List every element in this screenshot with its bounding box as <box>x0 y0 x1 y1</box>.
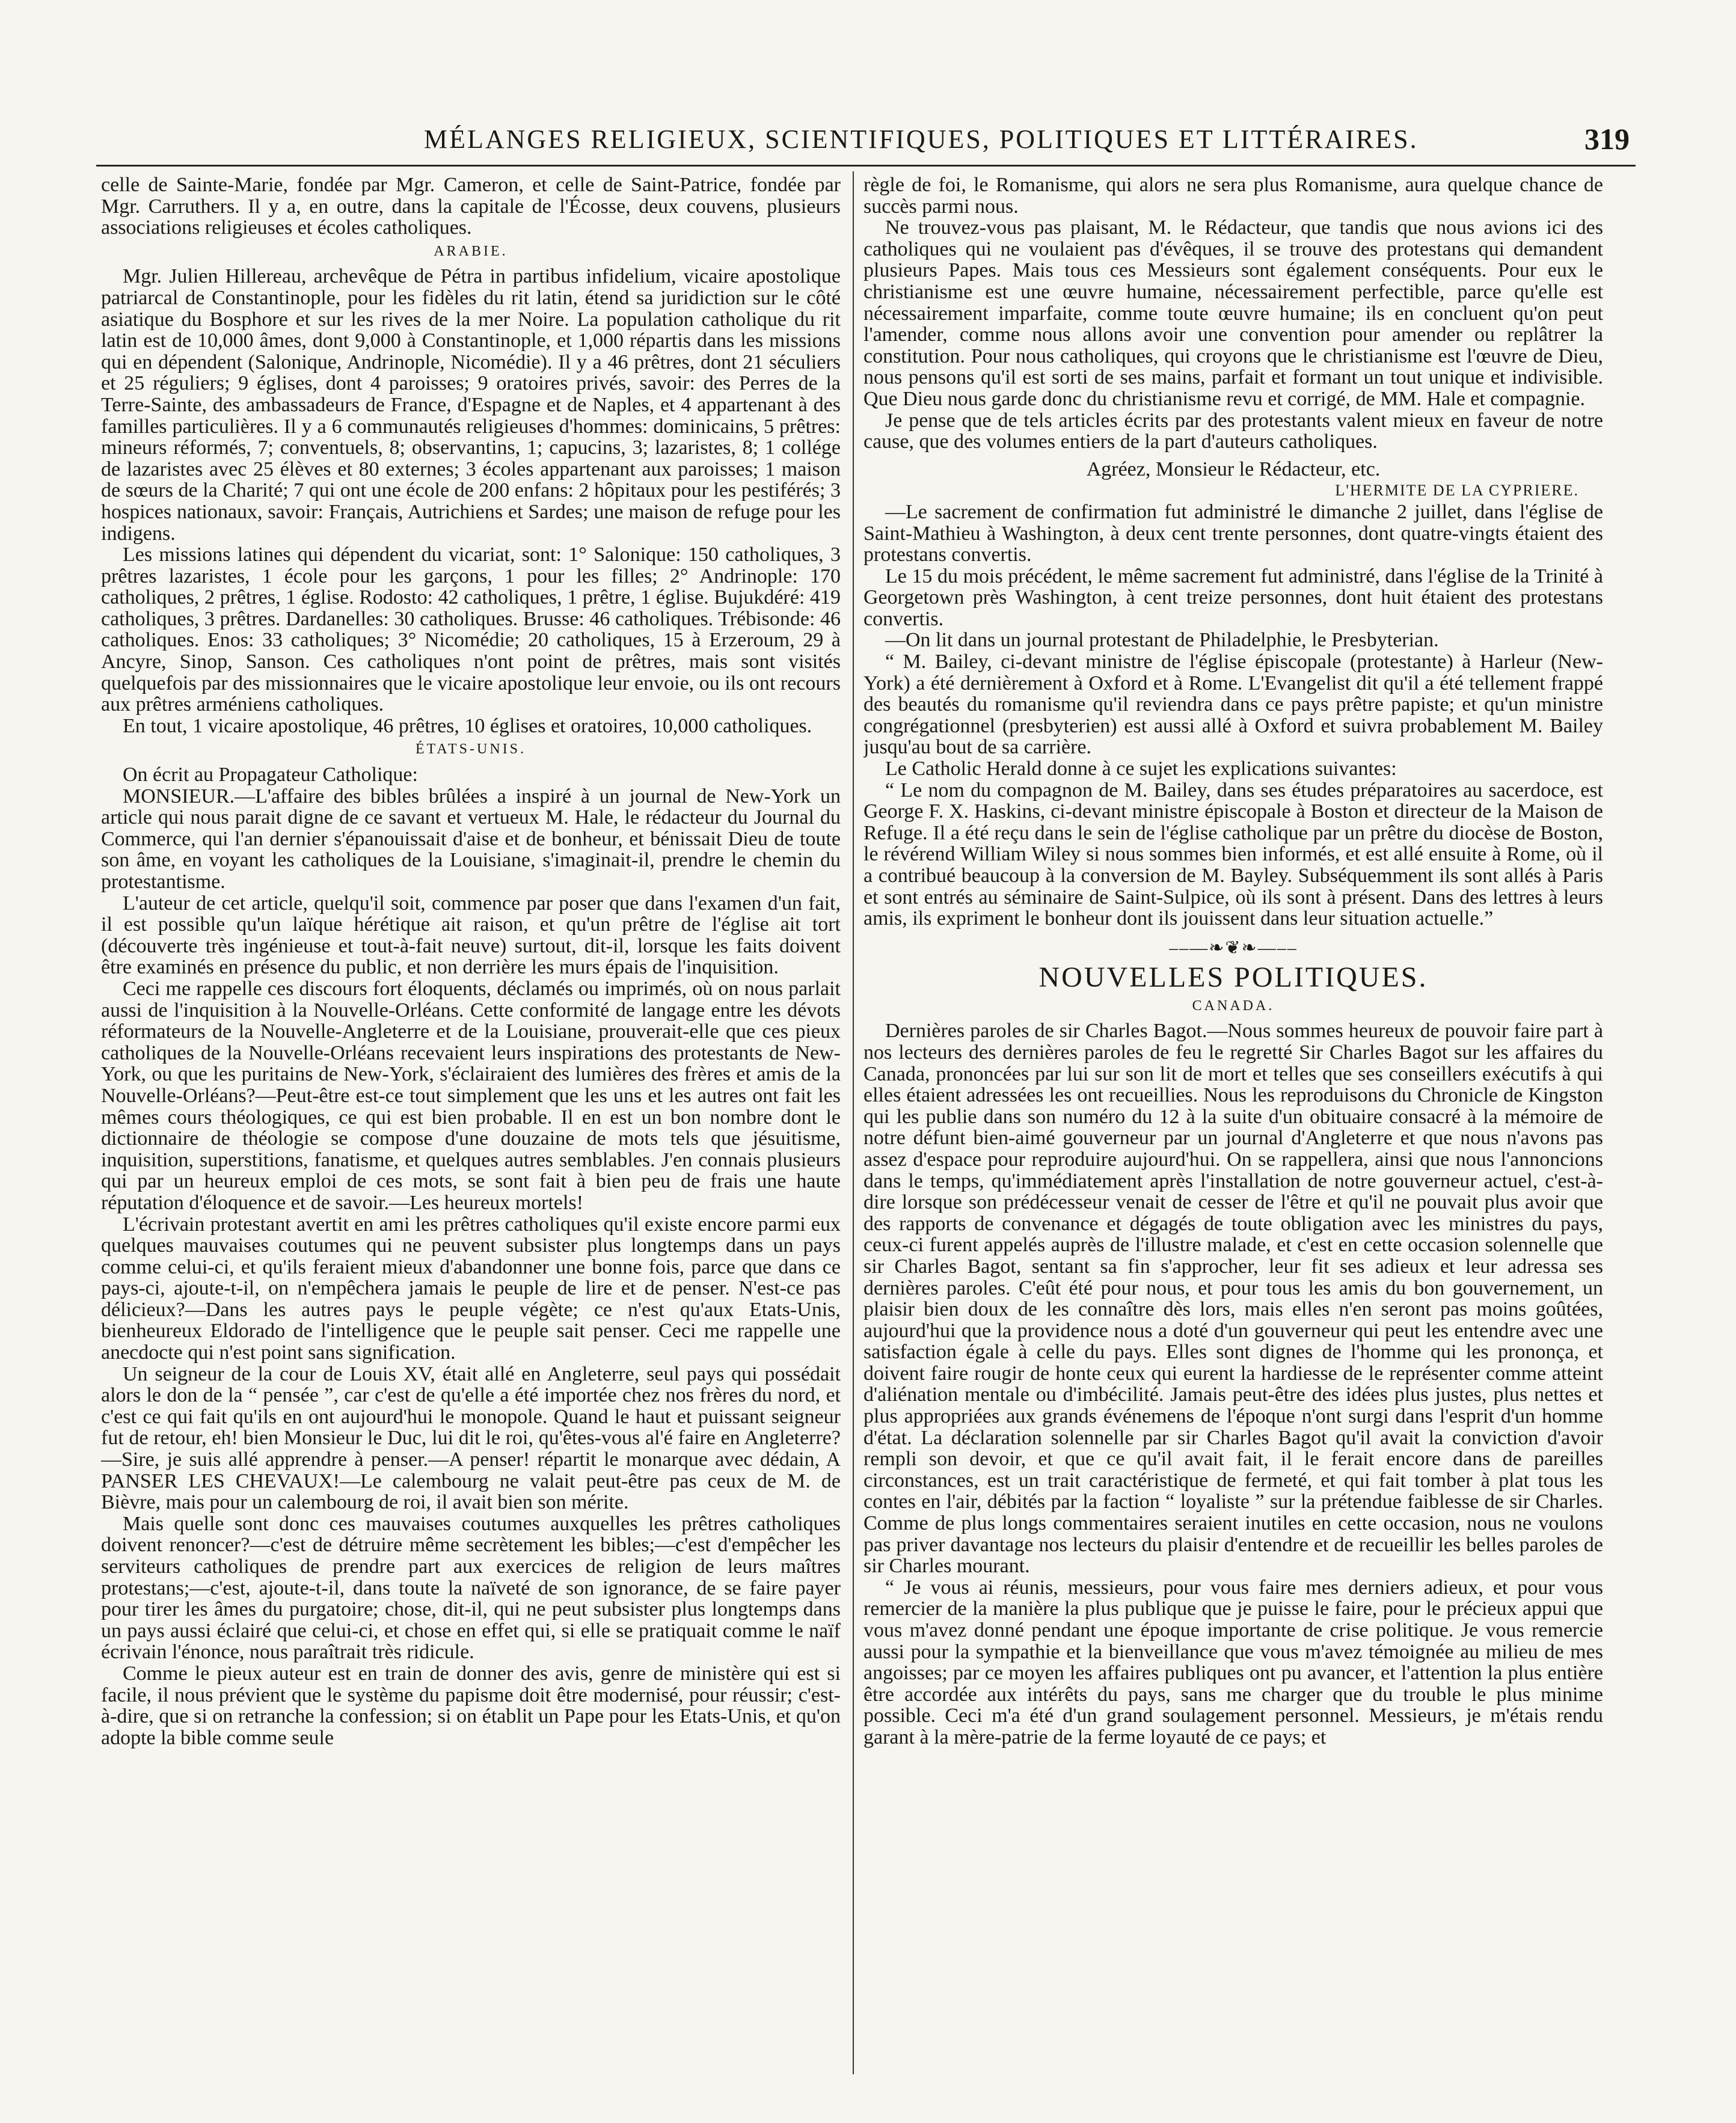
us-paragraph-7: Comme le pieux auteur est en train de donner des avis, genre de ministère qui est si facile, il nous prévient que le système du papisme doit être modernisé, pour réussir; c'est-à-dire, que si on retranche la confession; si on établit un Pape pour les Etats-Unis, et qu'on adopte la bible comme seule <box>101 1662 841 1749</box>
arabie-paragraph-3: En tout, 1 vicaire apostolique, 46 prêtres, 10 églises et oratoires, 10,000 catholiques. <box>123 714 812 737</box>
page-header <box>0 120 1736 162</box>
header-rule <box>96 165 1636 167</box>
right-column <box>863 174 1603 2074</box>
intro-paragraph: celle de Sainte-Marie, fondée par Mgr. Cameron, et celle de Saint-Patrice, fondée par Mgr. Carruthers. Il y a, en outre, dans la capitale de l'Écosse, deux couvens, plusieurs associations religieuses et écoles catholiques. <box>101 174 841 239</box>
canada-paragraph-1: Dernières paroles de sir Charles Bagot.—Nous sommes heureux de pouvoir faire part à nos lecteurs des dernières paroles de feu le regretté Sir Charles Bagot sur les affaires du Canada, prononcées par lui sur son lit de mort et telles que ses conseillers exécutifs à qui elles étaient adressées les ont recueillies. Nous les reproduisons du Chronicle de Kingston qui les publie dans son numéro du 12 à la suite d'un obituaire consacré à la mémoire de notre défunt bien-aimé gouverneur par un journal d'Angleterre et que nous n'avons pas assez d'espace pour reproduire aujourd'hui. On se rappellera, ainsi que nous l'annoncions dans le temps, qu'immédiatement après l'installation de notre gouverneur actuel, c'est-à-dire lorsque son prédécesseur venait de cesser de l'être et qu'il ne pouvait plus avoir que des rapports de convenance et dégagés de toute obligation avec les ministres du pays, ceux-ci furent appelés auprès de l'illustre malade, et c'est en cette occasion solennelle que sir Charles Bagot, sentant sa fin s'approcher, leur fit ses adieux et leur adressa ses dernières paroles. C'eût été pour nous, et pour tous les amis du bon gouvernement, un plaisir bien doux de les connaître dès lors, mais elles n'en seront pas moins goûtées, aujourd'hui que la providence nous a doté d'un gouverneur qui peut les entendre avec une satisfaction égale à celle du pays. Elles sont dignes de l'homme qui les prononça, et doivent faire rougir de honte ceux qui eurent la hardiesse de le représenter comme atteint d'aliénation mentale ou d'imbécilité. Jamais peut-être des idées plus justes, plus nettes et plus appropriées aux grands événemens de l'époque n'ont surgi dans l'esprit d'un homme d'état. La déclaration solennelle par sir Charles Bagot qu'il avait la conviction d'avoir rempli son devoir, et que ce qu'il avait fait, il le ferait encore dans de pareilles circonstances, est un trait caractéristique de fermeté, et qui fait tomber à plat tous les contes en l'air, débités par la faction “ loyaliste ” sur la prétendue faiblesse de sir Charles. Comme de plus longs commentaires seraient inutiles en cette occasion, nous ne voulons pas priver davantage nos lecteurs du plaisir d'entendre et de recueillir les belles paroles de sir Charles mourant. <box>863 1020 1603 1578</box>
heading-etats-unis: ÉTATS-UNIS. <box>415 741 527 758</box>
us-paragraph-1: MONSIEUR.—L'affaire des bibles brûlées a inspiré à un journal de New-York un article qui nous parait digne de ce savant et vertueux M. Hale, le rédacteur du Journal du Commerce, qui l'an dernier s'épanouissait d'aise et de bonheur, et bénissait Dieu de toute son âme, en voyant les catholiques de la Louisiane, s'imaginait-il, prendre le chemin du protestantisme. <box>101 785 841 893</box>
continuation-paragraph-1: règle de foi, le Romanisme, qui alors ne sera plus Romanisme, aura quelque chance de succès parmi nous. <box>863 174 1603 218</box>
ornament-divider: ––—❧❦❧—–– <box>1169 937 1298 958</box>
news-paragraph-6: “ Le nom du compagnon de M. Bailey, dans ses études préparatoires au sacerdoce, est George F. X. Haskins, ci-devant ministre épiscopale à Boston et directeur de la Maison de Refuge. Il a été reçu dans le sein de l'église catholique par un prêtre du diocèse de Boston, le révérend William Wiley si nous sommes bien informés, et est allé ensuite à Rome, où il a contribué beaucoup à la conversion de M. Bayley. Subséquemment ils sont allés à Paris et sont entrés au séminaire de Saint-Sulpice, où ils sont à présent. Dans des lettres à leurs amis, ils expriment le bonheur dont ils jouissent dans leur situation actuelle.” <box>863 779 1603 930</box>
section-title: NOUVELLES POLITIQUES. <box>1038 961 1428 993</box>
news-paragraph-1: —Le sacrement de confirmation fut administré le dimanche 2 juillet, dans l'église de Saint-Mathieu à Washington, à deux cent trente personnes, dont quatre-vingts étaient des protestans convertis. <box>863 500 1603 566</box>
page-number: 319 <box>1584 122 1630 156</box>
running-title: MÉLANGES RELIGIEUX, SCIENTIFIQUES, POLITIQUES ET LITTÉRAIRES. <box>424 124 1419 154</box>
canada-paragraph-2: “ Je vous ai réunis, messieurs, pour vous faire mes derniers adieux, et pour vous remercier de la manière la plus publique que je puisse le faire, pour le précieux appui que vous m'avez donné pendant une époque importante de crise politique. Je vous remercie aussi pour la sympathie et la bienveillance que vous m'avez témoignée au milieu de mes angoisses; par ce moyen les affaires publiques ont pu avancer, et l'attention la plus entière être accordée aux intérêts du pays, sans me charger que du trouble le plus minime possible. Ceci m'a été d'un grand soulagement personnel. Messieurs, je m'étais rendu garant à la mère-patrie de la ferme loyauté de ce pays; et <box>863 1576 1603 1748</box>
continuation-paragraph-3: Je pense que de tels articles écrits par des protestants valent mieux en faveur de notre cause, que des volumes entiers de la part d'auteurs catholiques. <box>863 409 1603 453</box>
us-paragraph-4: L'écrivain protestant avertit en ami les prêtres catholiques qu'il existe encore parmi eux quelques mauvaises coutumes qui ne peuvent subsister plus longtemps dans un pays comme celui-ci, et qu'ils feraient mieux d'abandonner une bonne fois, parce que dans ce pays-ci, ajoute-t-il, on n'empêchera jamais le peuple de lire et de penser. N'est-ce pas délicieux?—Dans les autres pays le peuple végète; ce n'est qu'aux Etats-Unis, bienheureux Eldorado de l'intelligence que le peuple sait penser. Ceci me rappelle une anecdocte qui n'est point sans signification. <box>101 1213 841 1364</box>
continuation-paragraph-2: Ne trouvez-vous pas plaisant, M. le Rédacteur, que tandis que nous avions ici des catholiques qui ne voulaient pas d'évêques, il se trouve des protestans qui demandent plusieurs Papes. Mais tous ces Messieurs sont également conséquents. Pour eux le christianisme est une œuvre humaine, nécessairement perfectible, parce qu'elle est nécessairement imparfaite, comme toute œuvre humaine; ils en concluent qu'on peut l'amender, comme nous allons avoir une convention pour amender ou replâtrer la constitution. Pour nous catholiques, qui croyons que le christianisme est l'œuvre de Dieu, nous pensons qu'il est sorti de ses mains, parfait et formant un tout unique et indivisible. Que Dieu nous garde donc du christianisme revu et corrigé, de MM. Hale et compagnie. <box>863 216 1603 410</box>
heading-arabie: ARABIE. <box>434 243 508 259</box>
arabie-paragraph-1: Mgr. Julien Hillereau, archevêque de Pétra in partibus infidelium, vicaire apostolique patriarcal de Constantinople, pour les fidèles du rit latin, étend sa juridiction sur le côté asiatique du Bosphore et sur les rives de la mer Noire. La population catholique du rit latin est de 10,000 âmes, dont 9,000 à Constantinople, et 1,000 répartis dans les missions qui en dépendent (Salonique, Andrinople, Nicomédie). Il y a 46 prêtres, dont 21 séculiers et 25 réguliers; 9 églises, dont 4 paroisses; 9 oratoires privés, savoir: des Perres de la Terre-Sainte, des ambassadeurs de France, d'Espagne et de Naples, et 4 appartenant à des familles particulières. Il y a 6 communautés religieuses d'hommes: dominicains, 5 prêtres: mineurs réformés, 7; conventuels, 8; observantins, 1; capucins, 3; lazaristes, 8; 1 collége de lazaristes avec 25 élèves et 80 externes; 3 écoles appartenant aux paroisses; 1 maison de sœurs de la Charité; 7 qui ont une école de 200 enfans: 2 hôpitaux pour les pestiférés; 3 hospices nationaux, savoir: Français, Autrichiens et Sardes; une maison de refuge pour les indigens. <box>101 265 841 545</box>
heading-canada: CANADA. <box>1192 997 1275 1014</box>
letter-salutation: Agréez, Monsieur le Rédacteur, etc. <box>1086 458 1381 480</box>
column-divider <box>853 171 854 2074</box>
us-paragraph-6: Mais quelle sont donc ces mauvaises coutumes auxquelles les prêtres catholiques doivent renoncer?—c'est de détruire même secrètement les bibles;—c'est d'empêcher les serviteurs catholiques de prendre part aux exercices de religion de leurs maîtres protestans;—c'est, ajoute-t-il, dans toute la naïveté de son ignorance, de se faire payer pour tirer les âmes du purgatoire; chose, dit-il, qui ne peut subsister plus longtemps dans un pays aussi éclairé que celui-ci, et chose en effet qui, si elle se pratiquait comme le naïf écrivain l'énonce, nous paraîtrait très ridicule. <box>101 1512 841 1664</box>
us-intro: On écrit au Propagateur Catholique: <box>123 764 418 786</box>
us-paragraph-3: Ceci me rappelle ces discours fort éloquents, déclamés ou imprimés, où on nous parlait aussi de l'inquisition à la Nouvelle-Orléans. Cette conformité de langage entre les dévots réformateurs de la Nouvelle-Angleterre et de la Louisiane, prouverait-elle que ces pieux catholiques de la Nouvelle-Orléans recevaient leurs inspirations des protestants de New-York, ou que les puritains de New-York, s'éclairaient des lumières des frères et amis de la Nouvelle-Orléans?—Peut-être est-ce tout simplement que les uns et les autres ont fait les mêmes cours théologiques, ce qui est bien probable. Il en est un bon nombre dont le dictionnaire de théologie se compose d'une douzaine de mots tels que jésuitisme, inquisition, superstitions, fanatisme, et quelques autres semblables. J'en connais plusieurs qui par un heureux emploi de ces mots, se sont fait à bien peu de frais une haute réputation d'éloquence et de savoir.—Les heureux mortels! <box>101 977 841 1214</box>
us-paragraph-2: L'auteur de cet article, quelqu'il soit, commence par poser que dans l'examen d'un fait, il est possible qu'un laïque hérétique ait raison, et qu'un prêtre de l'église ait tort (découverte très ingénieuse et tout-à-fait neuve) surtout, dit-il, lorsque les faits doivent être examinés en présence du public, et non derrière les murs épais de l'inquisition. <box>101 892 841 979</box>
news-paragraph-4: “ M. Bailey, ci-devant ministre de l'église épiscopale (protestante) à Harleur (New-York) a été dernièrement à Oxford et à Rome. L'Evangelist dit qu'il a été tellement frappé des beautés du romanisme qu'il reviendra dans ce pays prêtre papiste; et qu'un ministre congrégationnel (presbyterien) est aussi allé à Oxford et suivra probablement M. Bailey jusqu'au bout de sa carrière. <box>863 651 1603 759</box>
arabie-paragraph-2: Les missions latines qui dépendent du vicariat, sont: 1° Salonique: 150 catholiques, 3 prêtres lazaristes, 1 école pour les garçons, 1 pour les filles; 2° Andrinople: 170 catholiques, 2 prêtres, 1 église. Rodosto: 42 catholiques, 1 prêtre, 1 église. Bujukdéré: 419 catholiques, 3 prêtres. Dardanelles: 30 catholiques. Brusse: 46 catholiques. Trébisonde: 46 catholiques. Enos: 33 catholiques; 3° Nicomédie; 20 catholiques, 15 à Erzeroum, 29 à Ancyre, Sinop, Sanson. Ces catholiques n'ont point de prêtres, mais sont visités quelquefois par des missionnaires que le vicaire apostolique leur envoie, ou ils ont recours aux prêtres arméniens catholiques. <box>101 544 841 716</box>
news-paragraph-2: Le 15 du mois précédent, le même sacrement fut administré, dans l'église de la Trinité à Georgetown près Washington, à cent treize personnes, dont huit étaient des protestans convertis. <box>863 565 1603 630</box>
us-paragraph-5: Un seigneur de la cour de Louis XV, était allé en Angleterre, seul pays qui possédait alors le don de la “ pensée ”, car c'est de qu'elle a été importée chez nos frères du nord, et c'est ce qui fait qu'ils en ont aujourd'hui le monopole. Quand le haut et puissant seigneur fut de retour, eh! bien Monsieur le Duc, lui dit le roi, qu'êtes-vous al'é faire en Angleterre?—Sire, je suis allé apprendre à penser.—A penser! répartit le monarque avec dédain, A PANSER LES CHEVAUX!—Le calembourg ne valait peut-être pas ceux de M. de Bièvre, mais pour un calembourg de roi, il avait bien son mérite. <box>101 1362 841 1514</box>
news-paragraph-5: Le Catholic Herald donne à ce sujet les explications suivantes: <box>885 758 1397 780</box>
letter-signature: L'HERMITE DE LA CYPRIERE. <box>1335 482 1579 500</box>
news-paragraph-3: —On lit dans un journal protestant de Philadelphie, le Presbyterian. <box>885 629 1439 652</box>
left-column <box>101 174 841 2074</box>
